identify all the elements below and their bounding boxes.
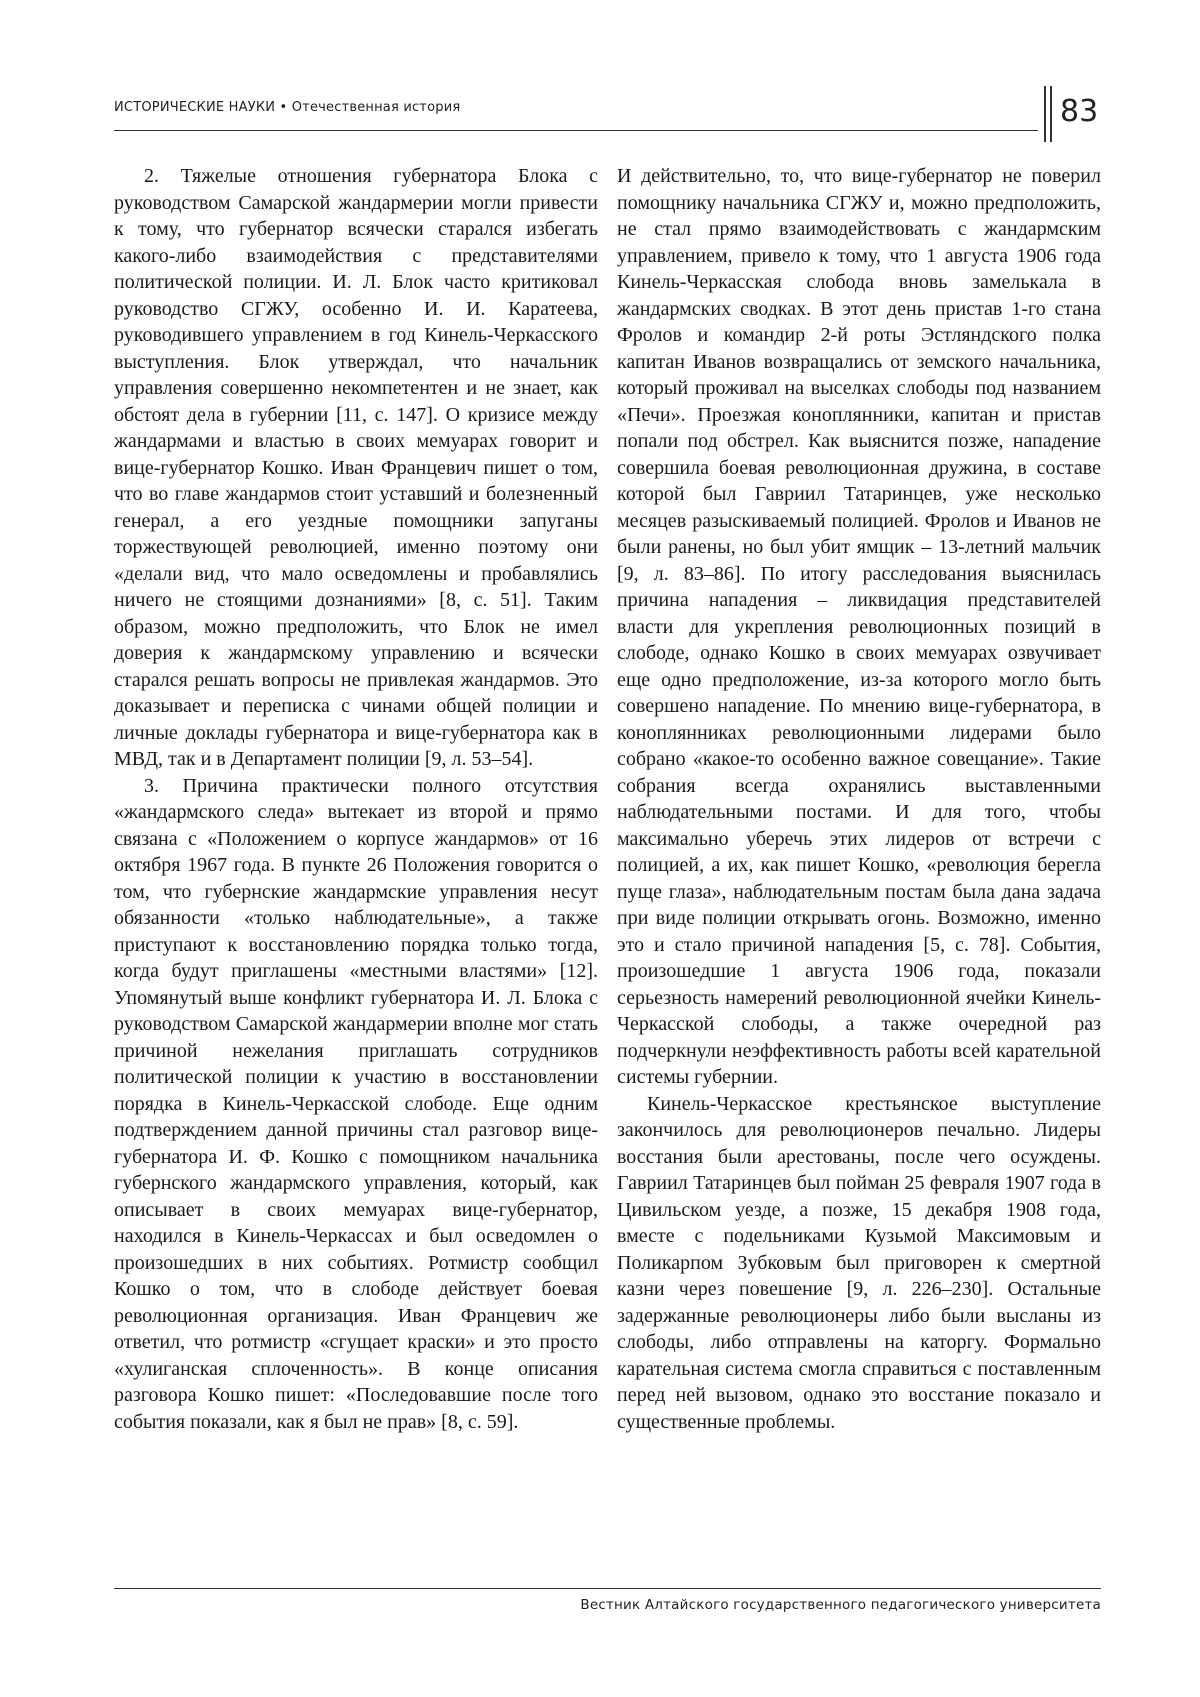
left-column (114, 163, 598, 1435)
running-header (114, 100, 1038, 115)
header-section: ИСТОРИЧЕСКИЕ НАУКИ (114, 100, 276, 115)
header-separator: • (275, 100, 292, 115)
header-vertical-bar (1044, 86, 1046, 142)
journal-footer: Вестник Алтайского государственного педагогического университета (580, 1597, 1101, 1613)
header-vertical-bar (1050, 86, 1052, 142)
paragraph: 2. Тяжелые отношения губернатора Блока с руководством Самарской жандармерии могли привести к тому, что губернатор всячески старался избегать какого-либо взаимодействия с представителями политической полиции. И. Л. Блок часто критиковал руководство СГЖУ, особенно И. И. Каратеева, руководившего управлением в год Кинель-Черкасского выступления. Блок утверждал, что начальник управления совершенно некомпетентен и не знает, как обстоят дела в губернии [11, с. 147]. О кризисе между жандармами и властью в своих мемуарах говорит и вице-губернатор Кошко. Иван Францевич пишет о том, что во главе жандармов стоит уставший и болезненный генерал, а его уездные помощники запуганы торжествующей революцией, именно поэтому они «делали вид, что мало осведомлены и пробавлялись ничего не стоящими дознаниями» [8, с. 51]. Таким образом, можно предположить, что Блок не имел доверия к жандармскому управлению и всячески старался решать вопросы не привлекая жандармов. Это доказывает и переписка с чинами общей полиции и личные доклады губернатора и вице-губернатора как в МВД, так и в Департамент полиции [9, л. 53–54]. (114, 165, 598, 770)
paragraph: 3. Причина практически полного отсутствия «жандармского следа» вытекает из второй и прямо связана с «Положением о корпусе жандармов» от 16 октября 1967 года. В пункте 26 Положения говорится о том, что губернские жандармские управления несут обязанности «только наблюдательные», а также приступают к восстановлению порядка только тогда, когда будут приглашены «местными властями» [12]. Упомянутый выше конфликт губернатора И. Л. Блока с руководством Самарской жандармерии вполне мог стать причиной нежелания приглашать сотрудников политической полиции к участию в восстановлении порядка в Кинель-Черкасской слободе. Еще одним подтверждением данной причины стал разговор вице-губернатора И. Ф. Кошко с помощником начальника губернского жандармского управления, который, как описывает в своих мемуарах вице-губернатор, находился в Кинель-Черкассах и был осведомлен о произошедших в них событиях. Ротмистр сообщил Кошко о том, что в слободе действует боевая революционная организация. Иван Францевич же ответил, что ротмистр «сгущает краски» и это просто «хулиганская сплоченность». В конце описания разговора Кошко пишет: «Последовавшие после того события показали, как я был не прав» [8, с. 59]. (114, 774, 598, 1433)
footer-rule (114, 1588, 1101, 1589)
paragraph: И действительно, то, что вице-губернатор не поверил помощнику начальника СГЖУ и, можно предположить, не стал прямо взаимодействовать с жандармским управлением, привело к тому, что 1 августа 1906 года Кинель-Черкасская слобода вновь замелькала в жандармских сводках. В этот день пристав 1-го стана Фролов и командир 2-й роты Эстляндского полка капитан Иванов возвращались от земского начальника, который проживал на выселках слободы под названием «Печи». Проезжая коноплянники, капитан и пристав попали под обстрел. Как выяснится позже, нападение совершила боевая революционная дружина, в составе которой был Гавриил Татаринцев, уже несколько месяцев разыскиваемый полицией. Фролов и Иванов не были ранены, но был убит ямщик – 13-летний мальчик [9, л. 83–86]. По итогу расследования выяснилась причина нападения – ликвидация представителей власти для укрепления революционных позиций в слободе, однако Кошко в своих мемуарах озвучивает еще одно предположение, из-за которого могло быть совершено нападение. По мнению вице-губернатора, в коноплянниках революционными лидерами было собрано «какое-то особенно важное совещание». Такие собрания всегда охранялись выставленными наблюдательными постами. И для того, чтобы максимально уберечь этих лидеров от встречи с полицией, а их, как пишет Кошко, «революция берегла пуще глаза», наблюдательным постам была дана задача при виде полиции открывать огонь. Возможно, именно это и стало причиной нападения [5, с. 78]. События, произошедшие 1 августа 1906 года, показали серьезность намерений революционной ячейки Кинель-Черкасской слободы, а также очередной раз подчеркнули неэффективность работы всей карательной системы губернии. (617, 165, 1101, 1088)
right-column (617, 163, 1101, 1435)
header-subsection: Отечественная история (291, 100, 461, 115)
page-number: 83 (1060, 94, 1099, 129)
header-rule (114, 130, 1038, 131)
paragraph: Кинель-Черкасское крестьянское выступление закончилось для революционеров печально. Лидеры восстания были арестованы, после чего осуждены. Гавриил Татаринцев был пойман 25 февраля 1907 года в Цивильском уезде, а позже, 15 декабря 1908 года, вместе с подельниками Кузьмой Максимовым и Поликарпом Зубковым был приговорен к смертной казни через повешение [9, л. 226–230]. Остальные задержанные революционеры либо были высланы из слободы, либо отправлены на каторгу. Формально карательная система смогла справиться с поставленным перед ней вызовом, однако это восстание показало и существенные проблемы. (617, 1092, 1101, 1433)
